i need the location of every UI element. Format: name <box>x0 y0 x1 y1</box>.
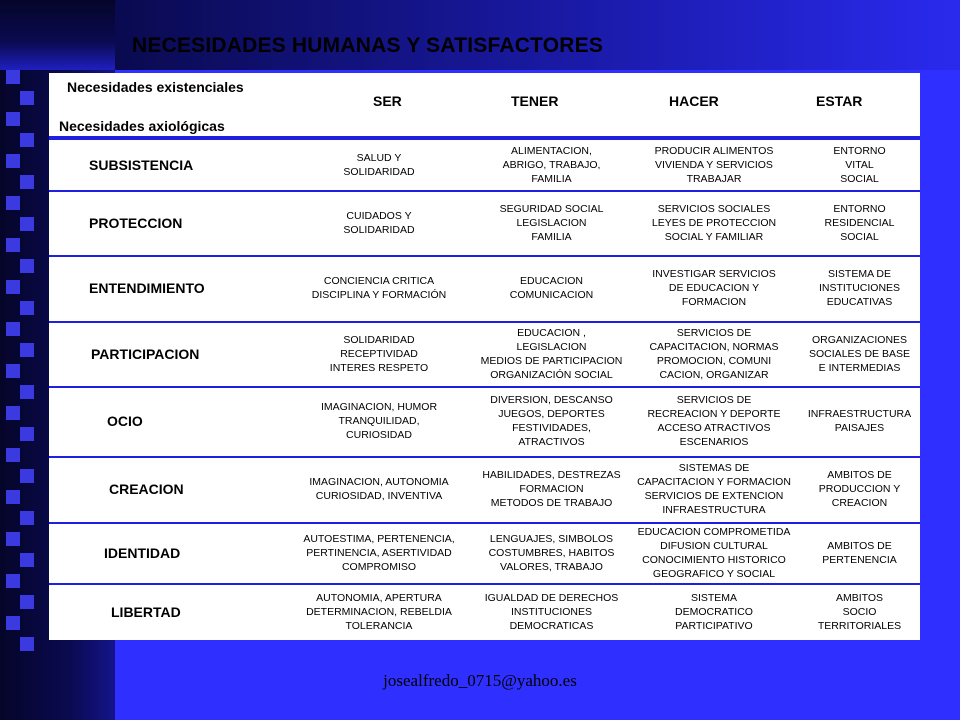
decorative-square <box>20 91 34 105</box>
column-header-hacer: HACER <box>669 93 719 109</box>
decorative-square <box>6 616 20 630</box>
column-header-tener: TENER <box>511 93 559 109</box>
decorative-square <box>6 574 20 588</box>
decorative-squares <box>6 70 36 670</box>
cell-estar: ENTORNO VITAL SOCIAL <box>833 145 886 185</box>
decorative-square <box>20 637 34 651</box>
decorative-square <box>6 154 20 168</box>
table-row <box>49 386 920 456</box>
cell-estar: AMBITOS DE PERTENENCIA <box>822 539 897 566</box>
cell-hacer: PRODUCIR ALIMENTOS VIVIENDA Y SERVICIOS TRABAJAR <box>654 145 774 185</box>
cell-tener: DIVERSION, DESCANSO JUEGOS, DEPORTES FESTIVIDADES, ATRACTIVOS <box>490 394 613 448</box>
cell-tener: HABILIDADES, DESTREZAS FORMACION METODOS DE TRABAJO <box>482 469 621 509</box>
cell-ser: CUIDADOS Y SOLIDARIDAD <box>343 209 415 236</box>
decorative-square <box>20 511 34 525</box>
cell-tener: LENGUAJES, SIMBOLOS COSTUMBRES, HABITOS VALORES, TRABAJO <box>488 532 615 573</box>
cell-tener: IGUALDAD DE DERECHOS INSTITUCIONES DEMOCRATICAS <box>484 591 619 632</box>
cell-tener: SEGURIDAD SOCIAL LEGISLACION FAMILIA <box>499 202 604 243</box>
header-axiologicas: Necesidades axiológicas <box>59 118 225 134</box>
need-label: IDENTIDAD <box>104 544 181 561</box>
decorative-square <box>20 217 34 231</box>
decorative-square <box>6 364 20 378</box>
decorative-square <box>20 343 34 357</box>
table-row <box>49 522 920 583</box>
decorative-square <box>6 406 20 420</box>
cell-hacer: SERVICIOS SOCIALES LEYES DE PROTECCION SOCIAL Y FAMILIAR <box>651 202 777 243</box>
cell-tener: EDUCACION COMUNICACION <box>509 275 594 301</box>
table-row <box>49 255 920 321</box>
cell-hacer: SISTEMA DEMOCRATICO PARTICIPATIVO <box>675 591 753 632</box>
table-row <box>49 321 920 386</box>
decorative-square <box>6 532 20 546</box>
column-header-estar: ESTAR <box>816 93 863 109</box>
cell-hacer: INVESTIGAR SERVICIOS DE EDUCACION Y FORMACION <box>652 268 776 308</box>
cell-estar: AMBITOS SOCIO TERRITORIALES <box>817 591 902 632</box>
decorative-square <box>20 427 34 441</box>
need-label: PARTICIPACION <box>91 345 200 362</box>
decorative-square <box>20 175 34 189</box>
decorative-square <box>20 553 34 567</box>
table-row <box>49 456 920 522</box>
decorative-square <box>6 322 20 336</box>
cell-ser: SALUD Y SOLIDARIDAD <box>343 152 415 178</box>
need-label: CREACION <box>109 481 184 497</box>
need-label: LIBERTAD <box>111 603 181 620</box>
table-row <box>49 140 920 190</box>
cell-hacer: SERVICIOS DE CAPACITACION, NORMAS PROMOCION, COMUNI CACION, ORGANIZAR <box>649 326 779 381</box>
needs-table <box>49 73 920 640</box>
cell-ser: CONCIENCIA CRITICA DISCIPLINA Y FORMACIÓN <box>311 275 447 301</box>
decorative-square <box>6 196 20 210</box>
column-header-ser: SER <box>373 93 402 109</box>
cell-estar: SISTEMA DE INSTITUCIONES EDUCATIVAS <box>818 268 901 308</box>
footer-email: josealfredo_0715@yahoo.es <box>383 671 577 690</box>
table-row <box>49 583 920 640</box>
cell-hacer: SERVICIOS DE RECREACION Y DEPORTE ACCESO ATRACTIVOS ESCENARIOS <box>647 394 781 448</box>
need-label: OCIO <box>107 413 143 429</box>
cell-tener: EDUCACION , LEGISLACION MEDIOS DE PARTICIPACION ORGANIZACIÓN SOCIAL <box>480 326 623 381</box>
cell-estar: AMBITOS DE PRODUCCION Y CREACION <box>818 469 901 509</box>
cell-hacer: EDUCACION COMPROMETIDA DIFUSION CULTURAL CONOCIMIENTO HISTORICO GEOGRAFICO Y SOCIAL <box>637 525 791 580</box>
cell-ser: AUTOESTIMA, PERTENENCIA, PERTINENCIA, ASERTIVIDAD COMPROMISO <box>303 532 455 573</box>
need-label: PROTECCION <box>89 214 183 231</box>
decorative-square <box>20 133 34 147</box>
cell-estar: ORGANIZACIONES SOCIALES DE BASE E INTERMEDIAS <box>809 333 910 374</box>
cell-estar: ENTORNO RESIDENCIAL SOCIAL <box>824 202 895 243</box>
decorative-square <box>6 448 20 462</box>
cell-estar: INFRAESTRUCTURA PAISAJES <box>807 408 912 434</box>
decorative-square <box>20 301 34 315</box>
decorative-square <box>20 259 34 273</box>
table-header-row <box>49 73 920 136</box>
page-title: NECESIDADES HUMANAS Y SATISFACTORES <box>132 34 604 57</box>
table-row <box>49 190 920 255</box>
header-existenciales: Necesidades existenciales <box>67 79 244 95</box>
decorative-square <box>6 238 20 252</box>
decorative-square <box>20 469 34 483</box>
cell-ser: IMAGINACION, AUTONOMIA CURIOSIDAD, INVENTIVA <box>309 476 449 502</box>
cell-hacer: SISTEMAS DE CAPACITACION Y FORMACION SERVICIOS DE EXTENCION INFRAESTRUCTURA <box>637 462 791 516</box>
decorative-square <box>6 490 20 504</box>
decorative-square <box>6 70 20 84</box>
decorative-square <box>20 385 34 399</box>
decorative-square <box>6 112 20 126</box>
cell-ser: SOLIDARIDAD RECEPTIVIDAD INTERES RESPETO <box>329 333 429 374</box>
cell-ser: AUTONOMIA, APERTURA DETERMINACION, REBELDIA TOLERANCIA <box>306 591 452 632</box>
cell-ser: IMAGINACION, HUMOR TRANQUILIDAD, CURIOSIDAD <box>320 401 438 441</box>
decorative-square <box>20 595 34 609</box>
need-label: ENTENDIMIENTO <box>89 280 205 296</box>
need-label: SUBSISTENCIA <box>89 157 194 173</box>
decorative-square <box>6 280 20 294</box>
cell-tener: ALIMENTACION, ABRIGO, TRABAJO, FAMILIA <box>502 145 601 185</box>
